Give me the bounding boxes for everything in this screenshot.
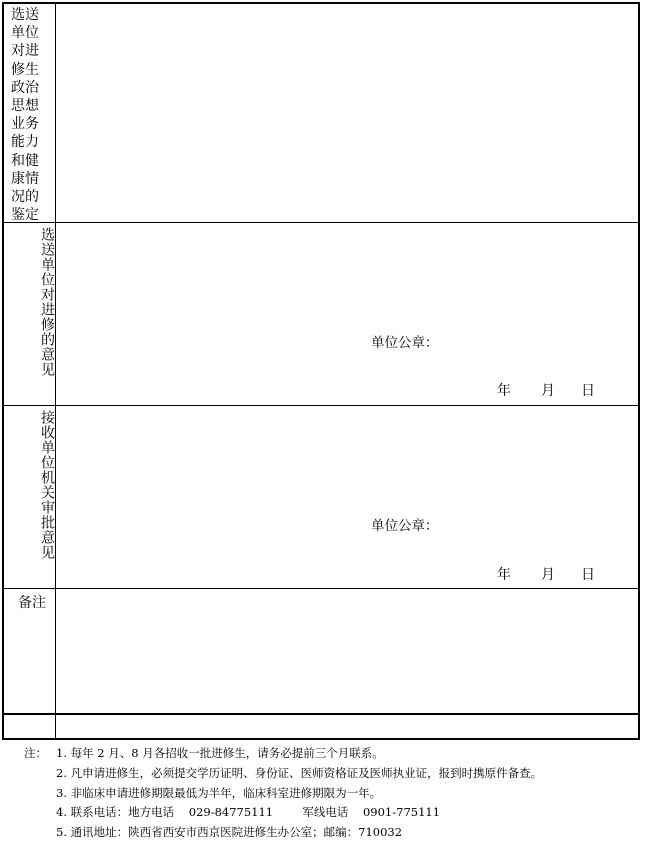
receiver-approval-label-cell: [4, 406, 56, 588]
receiver-approval-label: 接收单位机关审批意见: [39, 410, 55, 560]
form-table: [2, 2, 640, 740]
sender-date-month: 月: [541, 383, 555, 399]
blank-row: [4, 714, 638, 738]
sender-seal-label: 单位公章：: [371, 335, 439, 351]
receiver-date-month: 月: [541, 567, 555, 583]
note-item: 4. 联系电话：地方电话 029-84775111 军线电话 0901-775111: [56, 805, 441, 820]
sender-opinion-label-cell: [4, 223, 56, 405]
evaluation-row: [4, 4, 638, 223]
sender-date-year: 年: [497, 383, 511, 399]
remarks-label-cell: [4, 589, 56, 713]
blank-label-cell: [4, 715, 56, 738]
receiver-date-year: 年: [497, 567, 511, 583]
sender-opinion-label: 选送单位对进修的意见: [39, 227, 55, 377]
remarks-label: 备注: [18, 595, 46, 611]
evaluation-label: 选送单位对进修生政治思想业务能力和健康情况的鉴定: [11, 7, 39, 224]
note-item: 5. 通讯地址：陕西省西安市西京医院进修生办公室；邮编：710032: [56, 825, 403, 840]
sender-date-day: 日: [581, 383, 595, 399]
evaluation-label-cell: [4, 4, 56, 222]
note-item: 1. 每年 2 月、8 月各招收一批进修生，请务必提前三个月联系。: [56, 746, 384, 760]
remarks-row: [4, 589, 638, 714]
receiver-seal-label: 单位公章：: [371, 518, 439, 534]
sender-opinion-row: [4, 223, 638, 406]
receiver-date-day: 日: [581, 567, 595, 583]
note-item: 3. 非临床申请进修期限最低为半年，临床科室进修期限为一年。: [56, 785, 382, 800]
receiver-approval-row: [4, 406, 638, 589]
notes-section: [26, 744, 542, 843]
note-item: 2. 凡申请进修生，必须提交学历证明、身份证、医师资格证及医师执业证，报到时携原件备查。: [56, 765, 543, 780]
notes-head: 注：: [24, 746, 47, 760]
